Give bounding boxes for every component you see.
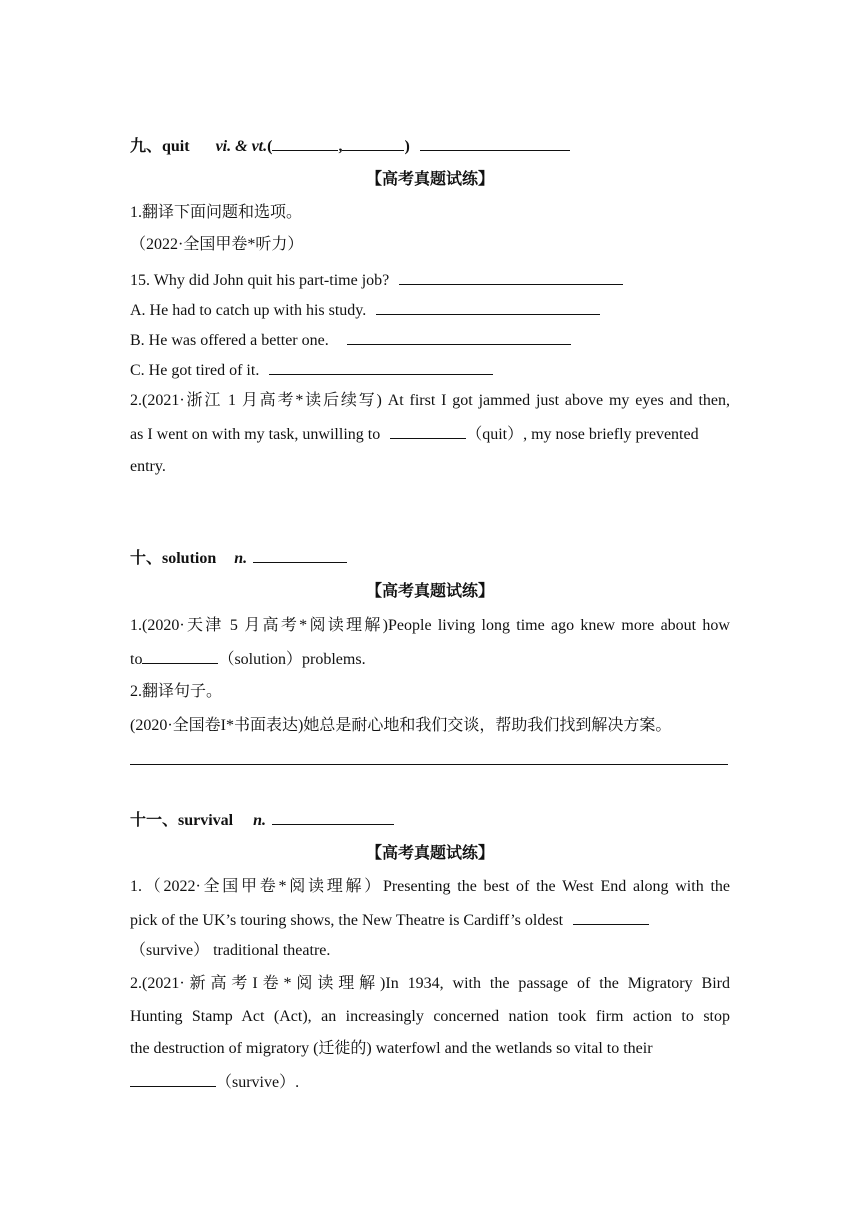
practice-title: 【高考真题试练】 bbox=[365, 171, 494, 188]
paragraph-line: （survive）. bbox=[130, 1072, 299, 1093]
answer-blank[interactable] bbox=[347, 330, 571, 345]
answer-blank[interactable] bbox=[142, 649, 218, 664]
paragraph-line: as I went on with my task, unwilling to （quit）, my nose briefly prevented bbox=[130, 426, 699, 443]
option-c: C. He got tired of it. bbox=[130, 360, 493, 381]
answer-blank[interactable] bbox=[269, 360, 493, 375]
section-11-word: 十一、survival bbox=[130, 812, 234, 829]
blank[interactable] bbox=[272, 136, 338, 151]
paragraph-line: to （solution）problems. bbox=[130, 651, 366, 668]
section-11-heading bbox=[130, 810, 394, 831]
section-9-word: 九、quit bbox=[130, 138, 190, 155]
paragraph-line: 1.（2022·全国甲卷*阅读理解）Presenting the best of the West End along with the bbox=[130, 878, 730, 895]
paragraph-line: 1.(2020·天津 5 月高考*阅读理解)People living long time ago knew more about how bbox=[130, 617, 730, 634]
answer-blank[interactable] bbox=[130, 1072, 216, 1087]
paragraph-line: entry. bbox=[130, 458, 166, 475]
section-10-word: 十、solution bbox=[130, 550, 217, 567]
answer-blank[interactable] bbox=[399, 270, 623, 285]
answer-blank[interactable] bbox=[573, 910, 649, 925]
option-b: B. He was offered a better one. bbox=[130, 330, 571, 351]
answer-blank[interactable] bbox=[390, 424, 466, 439]
question-line: 15. Why did John quit his part-time job? bbox=[130, 270, 623, 291]
section-9-heading: 九、quit vi. & vt.( , ) bbox=[130, 136, 570, 157]
section-10-heading bbox=[130, 548, 347, 569]
practice-title: 【高考真题试练】 bbox=[365, 845, 494, 862]
question-sentence: (2020·全国卷I*书面表达)她总是耐心地和我们交谈，帮助我们找到解决方案。 bbox=[130, 717, 672, 734]
section-9-pos: vi. & vt. bbox=[215, 138, 268, 155]
blank[interactable] bbox=[342, 136, 404, 151]
paragraph-line: 2.(2021·浙江 1 月高考*读后续写) At first I got jammed just above my eyes and then, bbox=[130, 392, 730, 409]
practice-title: 【高考真题试练】 bbox=[365, 583, 494, 600]
paragraph-line: pick of the UK’s touring shows, the New Theatre is Cardiff’s oldest bbox=[130, 910, 649, 931]
option-a: A. He had to catch up with his study. bbox=[130, 300, 600, 321]
question-label: 2.翻译句子。 bbox=[130, 683, 223, 700]
paragraph-line: the destruction of migratory (迁徙的) waterfowl and the wetlands so vital to their bbox=[130, 1040, 653, 1057]
answer-line[interactable] bbox=[130, 764, 728, 765]
blank[interactable] bbox=[420, 136, 570, 151]
answer-blank[interactable] bbox=[376, 300, 600, 315]
blank[interactable] bbox=[253, 548, 347, 563]
paragraph-line: 2.(2021·新高考I卷*阅读理解)In 1934, with the passage of the Migratory Bird bbox=[130, 975, 730, 992]
paragraph-line: Hunting Stamp Act (Act), an increasingly concerned nation took firm action to stop bbox=[130, 1008, 730, 1025]
blank[interactable] bbox=[272, 810, 394, 825]
section-11-pos: n. bbox=[253, 812, 267, 829]
question-source: （2022·全国甲卷*听力） bbox=[130, 236, 304, 253]
question-label: 1.翻译下面问题和选项。 bbox=[130, 204, 303, 221]
section-10-pos: n. bbox=[234, 550, 248, 567]
paragraph-line: （survive） traditional theatre. bbox=[130, 942, 331, 959]
